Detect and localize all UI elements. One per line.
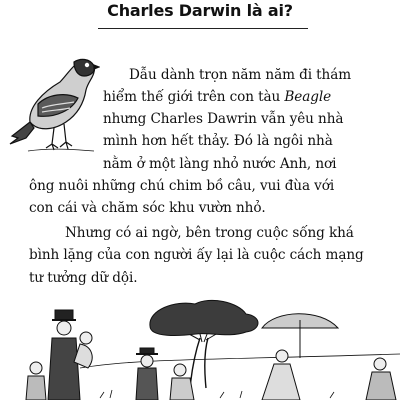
paragraph1-line4: mình hơn hết thảy. Đó là ngôi nhà bbox=[103, 133, 333, 149]
paragraph1-line2-text: hiểm thế giới trên con tàu bbox=[103, 89, 285, 105]
paragraph2-line3: tư tưởng dữ dội. bbox=[29, 270, 138, 286]
paragraph1-line5: nằm ở một làng nhỏ nước Anh, nơi bbox=[103, 156, 337, 172]
paragraph1-line7: con cái và chăm sóc khu vườn nhỏ. bbox=[29, 200, 266, 216]
page-title: Charles Darwin là ai? bbox=[107, 1, 293, 20]
paragraph2-line2: bình lặng của con người ấy lại là cuộc cách mạng bbox=[29, 247, 364, 263]
paragraph1-line6: ông nuôi những chú chim bồ câu, vui đùa với bbox=[29, 178, 335, 194]
title-underline bbox=[98, 28, 308, 29]
family-tree-illustration bbox=[0, 298, 400, 400]
pigeon-illustration bbox=[8, 52, 100, 154]
ship-name: Beagle bbox=[284, 89, 332, 105]
paragraph1-line1: Dẫu dành trọn năm năm đi thám bbox=[129, 67, 351, 83]
paragraph1-line3: nhưng Charles Dawrin vẫn yêu nhà bbox=[103, 111, 344, 127]
paragraph1-line2 bbox=[103, 87, 331, 107]
paragraph2-line1: Nhưng có ai ngờ, bên trong cuộc sống khá bbox=[65, 225, 354, 241]
